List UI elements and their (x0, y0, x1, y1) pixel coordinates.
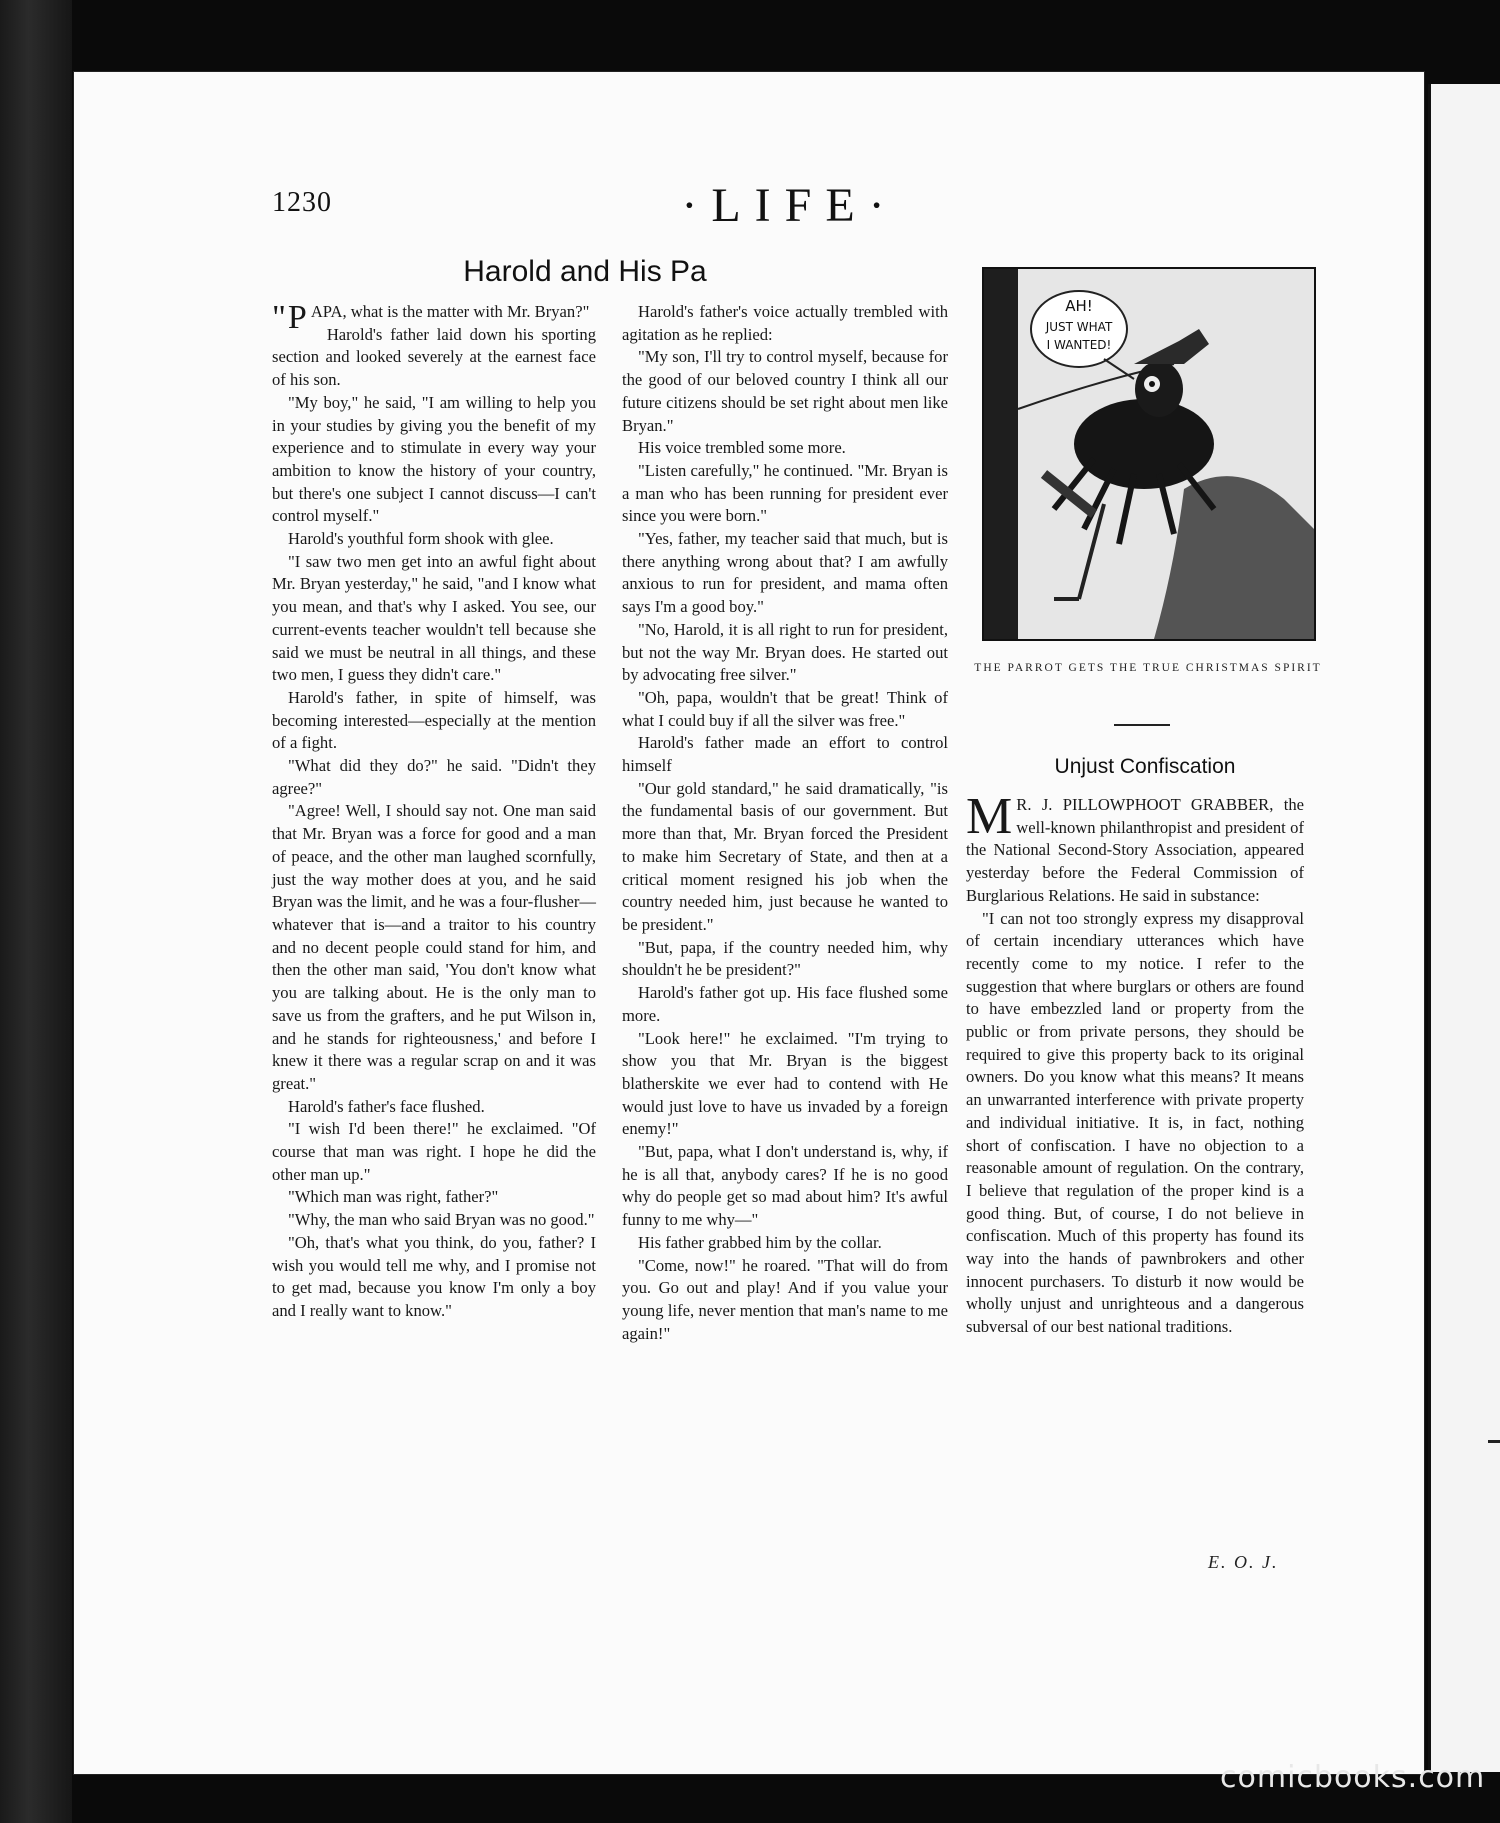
article-paragraph: "I wish I'd been there!" he exclaimed. "Of course that man was right. I hope he did the other man up." (272, 1119, 596, 1184)
article-paragraph: "Listen carefully," he continued. "Mr. Bryan is a man who has been running for president ever since you were born." (622, 460, 948, 526)
masthead-life: ·LIFE· (681, 179, 899, 232)
article-paragraph: "Why, the man who said Bryan was no good." (288, 1210, 595, 1230)
story-column-3 (966, 788, 1304, 1339)
article-paragraph: Harold's youthful form shook with glee. (288, 529, 554, 549)
author-signature: E. O. J. (1208, 1552, 1279, 1572)
article-paragraph: "Agree! Well, I should say not. One man said that Mr. Bryan was a force for good and a man of peace, and the other man laughed scornfully, just the way mother does at you, and he said Bryan was the limit, and he was a four-flusher—whatever that is—and a traitor to his country and no decent people could stand for him, and then the other man said, 'You don't know what you are talking about. He is the only man to save us from the grafters, and he put Wilson in, and he stands for righteousness,' and before I knew it there was a regular scrap on and it was great." (272, 801, 596, 1093)
article-paragraph: Harold's father's voice actually trembled with agitation as he replied: (622, 302, 948, 344)
article-paragraph: "My son, I'll try to control myself, because for the good of our beloved country I think all our future citizens should be set right about men like Bryan." (622, 347, 948, 435)
article-paragraph: Harold's father made an effort to control himself (622, 733, 948, 776)
article-paragraph: His voice trembled some more. (638, 438, 846, 458)
story-column-1 (272, 301, 596, 1323)
article-paragraph: "But, papa, what I don't understand is, why, if he is all that, anybody cares? If he is no good why do people get so mad about him? It's awful funny to me why—" (622, 1142, 948, 1230)
article-paragraph: "No, Harold, it is all right to run for president, but not the way Mr. Bryan does. He started out by advocating free silver." (622, 619, 948, 685)
article-paragraph (966, 788, 1304, 908)
article-paragraph: "I can not too strongly express my disapproval of certain incendiary utterances which have recently come to my notice. I refer to the suggestion that where burglars or others are found to have embezzled land or property from the public or from private persons, they should be required to give this property back to its original owners. Do you know what this means? It means an unwarranted interference with private property and individual initiative. It is, in fact, nothing short of confiscation. I have no objection to a reasonable amount of regulation. On the contrary, I believe that regulation of the proper kind is a good thing. But, of course, I do not believe in confiscation. Much of this property has found its way into the hands of pawnbrokers and other innocent purchasers. To disturb it now would be wholly unjust and unrighteous and a dangerous subversal of our best national traditions. (966, 908, 1304, 1337)
paragraph-text: R. J. PILLOWPHOOT GRABBER, the well-known philanthropist and president of the National Second-Story Association, appeared yesterday before the Federal Commission of Burglarious Relations. He said in substance: (966, 795, 1304, 905)
article-paragraph: "Which man was right, father?" (288, 1187, 499, 1207)
parrot-cartoon-illustration (982, 267, 1316, 641)
story-title-harold: Harold and His Pa (463, 255, 707, 288)
parrot-drawing (984, 269, 1314, 639)
site-watermark: comicbooks.com (1220, 1760, 1486, 1795)
paragraph-text: APA, what is the matter with Mr. Bryan?" (310, 302, 590, 321)
article-paragraph: "Look here!" he exclaimed. "I'm trying to show you that Mr. Bryan is the biggest blatherskite we ever had to contend with He would just love to have us invaded by a foreign enemy!" (622, 1028, 948, 1139)
article-paragraph: "I saw two men get into an awful fight about Mr. Bryan yesterday," he said, "and I know what you mean, and that's why I asked. You see, our current-events teacher wouldn't tell because she said we must be neutral in all things, and these two men, I guess they didn't care." (272, 551, 596, 685)
story-column-2 (622, 301, 948, 1345)
speech-line-3: I WANTED! (1046, 338, 1112, 352)
page-number: 1230 (272, 187, 332, 218)
article-paragraph: "Yes, father, my teacher said that much, but is there anything wrong about that? I am awfully anxious to run for president, and mama often says I'm a good boy." (622, 529, 948, 617)
speech-line-2: JUST WHAT (1045, 320, 1113, 334)
article-paragraph: "But, papa, if the country needed him, why shouldn't he be president?" (622, 937, 948, 980)
cartoon-caption: THE PARROT GETS THE TRUE CHRISTMAS SPIRIT (974, 662, 1322, 674)
article-paragraph: Harold's father got up. His face flushed some more. (622, 983, 948, 1025)
section-divider (1114, 724, 1170, 726)
article-paragraph: "What did they do?" he said. "Didn't they agree?" (272, 756, 596, 798)
article-paragraph: "Come, now!" he roared. "That will do from you. Go out and play! And if you value your young life, never mention that man's name to me again!" (622, 1255, 948, 1343)
story-title-confiscation: Unjust Confiscation (1054, 755, 1236, 778)
article-paragraph (272, 299, 596, 336)
dropcap-letter: P (287, 299, 307, 336)
article-paragraph: Harold's father laid down his sporting section and looked severely at the earnest face of his son. (272, 324, 596, 390)
article-paragraph: "My boy," he said, "I am willing to help you in your studies by giving you the benefit of my experience and to stimulate in every way your ambition to know the history of your country, but there's one subject I cannot discuss—I can't control myself." (272, 392, 596, 526)
article-paragraph: His father grabbed him by the collar. (638, 1232, 882, 1252)
speech-line-1: AH! (1065, 297, 1093, 315)
dropcap-quote: " (272, 299, 286, 336)
article-paragraph: "Our gold standard," he said dramatically, "is the fundamental basis of our government. But more than that, Mr. Bryan forced the President to make him Secretary of State, and then at a critical moment resigned his job when the country needed him, just because he wanted to be president." (622, 778, 948, 934)
article-paragraph: Harold's father's face flushed. (288, 1096, 485, 1116)
facing-page-edge (1428, 84, 1500, 1772)
article-paragraph: "Oh, papa, wouldn't that be great! Think of what I could buy if all the silver was free." (622, 687, 948, 730)
scan-border-left (0, 0, 72, 1823)
article-paragraph: "Oh, that's what you think, do you, father? I wish you would tell me why, and I promise not to get mad, because you know I'm only a boy and I really want to know." (272, 1232, 596, 1320)
facing-page-mark (1488, 1440, 1500, 1443)
article-paragraph: Harold's father, in spite of himself, was becoming interested—especially at the mention of a fight. (272, 687, 596, 753)
dropcap-letter: M (966, 788, 1013, 845)
